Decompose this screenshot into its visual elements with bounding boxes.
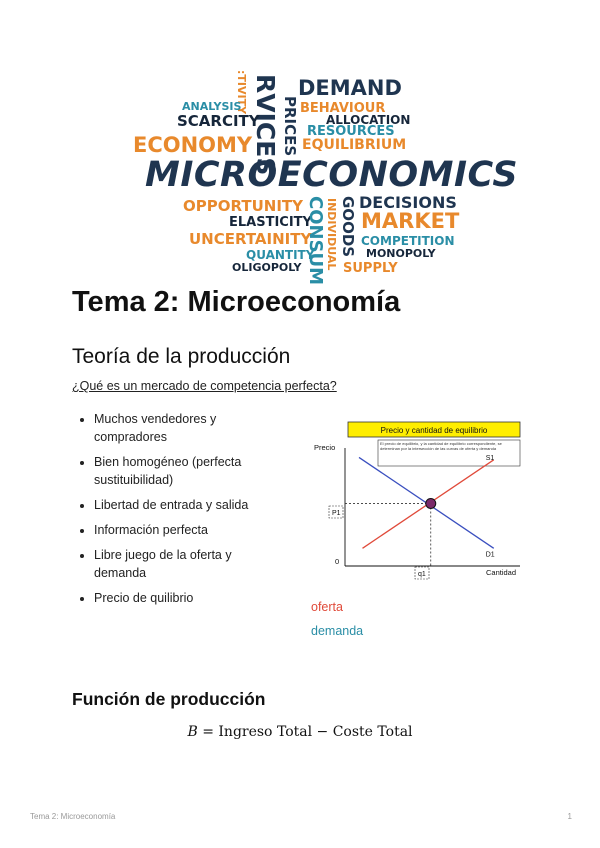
page-title: Tema 2: Microeconomía [72, 286, 401, 318]
bullet-list [76, 410, 284, 614]
wc-elasticity: ELASTICITY [229, 215, 312, 230]
chart-title: Precio y cantidad de equilibrio [380, 426, 488, 435]
subsection-title: Función de producción [72, 689, 266, 709]
list-item: • Libre juego de la oferta y demanda [94, 546, 284, 582]
formula [0, 724, 600, 740]
list-item: • Libertad de entrada y salida [94, 496, 284, 514]
page-number: 1 [567, 812, 572, 821]
wc-prices: PRICES [281, 96, 299, 157]
wc-activity: :TIVITY [235, 70, 248, 115]
legend-demanda: demanda [311, 624, 364, 638]
wc-monopoly: MONOPOLY [366, 247, 436, 260]
plot-layer [345, 455, 495, 566]
wc-equilibrium: EQUILIBRIUM [302, 137, 407, 153]
formula-lhs: B [187, 724, 198, 740]
wc-scarcity: SCARCITY [177, 112, 260, 130]
wc-main-word: MICROECONOMICS [145, 155, 519, 195]
wc-economy: ECONOMY [133, 133, 253, 157]
equilibrium-quantity-label: q1 [418, 571, 426, 578]
formula-term1: Ingreso Total [218, 724, 313, 740]
wc-competition: COMPETITION [361, 234, 455, 248]
formula-minus: − [312, 724, 333, 740]
wc-goods: GOODS [339, 196, 357, 258]
wc-quantity: QUANTITY [246, 248, 315, 262]
series-label-s1: S1 [485, 454, 495, 462]
wc-allocation: ALLOCATION [326, 113, 411, 127]
question: ¿Qué es un mercado de competencia perfecta? [72, 379, 337, 393]
y-axis-label: Precio [314, 443, 336, 452]
wc-decisions: DECISIONS [359, 193, 457, 212]
list-item: • Precio de quilibrio [94, 589, 284, 607]
list-item: • Información perfecta [94, 521, 284, 539]
wc-uncertainity: UNCERTAINITY [189, 230, 312, 248]
wc-resources: RESOURCES [307, 124, 395, 139]
x-axis-label: Cantidad [486, 568, 517, 577]
wc-analysis: ANALYSIS [182, 100, 242, 113]
formula-term2: Coste Total [332, 724, 413, 740]
wc-supply: SUPPLY [343, 261, 398, 276]
wc-opportunity: OPPORTUNITY [183, 197, 304, 215]
legend-oferta: oferta [311, 600, 343, 614]
wc-individual: INDIVIDUAL [325, 198, 338, 271]
wc-market: MARKET [361, 209, 460, 233]
wc-oligopoly: OLIGOPOLY [232, 261, 302, 274]
formula-eq: = [197, 724, 219, 740]
list-item: • Muchos vendedores y compradores [94, 410, 284, 446]
wc-demand: DEMAND [298, 76, 402, 100]
list-item: • Bien homogéneo (perfecta sustituibilidad) [94, 453, 284, 489]
footer-title: Tema 2: Microeconomía [30, 812, 116, 821]
wc-consum: CONSUM [305, 196, 326, 286]
wc-services: RVICES [251, 74, 280, 176]
chart-annotation: El precio de equilibrio, y la cantidad de equilibrio correspondiente, se determinan por la intersección de las curvas de oferta y demanda [380, 441, 502, 451]
chart-annotation-wrap [380, 441, 518, 466]
section-title: Teoría de la producción [72, 345, 291, 368]
equilibrium-chart [308, 418, 530, 583]
series-label-d1: D1 [485, 551, 495, 559]
equilibrium-point [426, 498, 436, 508]
origin-label: 0 [335, 557, 340, 566]
equilibrium-price-label: P1 [332, 510, 341, 517]
wc-behaviour: BEHAVIOUR [300, 101, 386, 116]
